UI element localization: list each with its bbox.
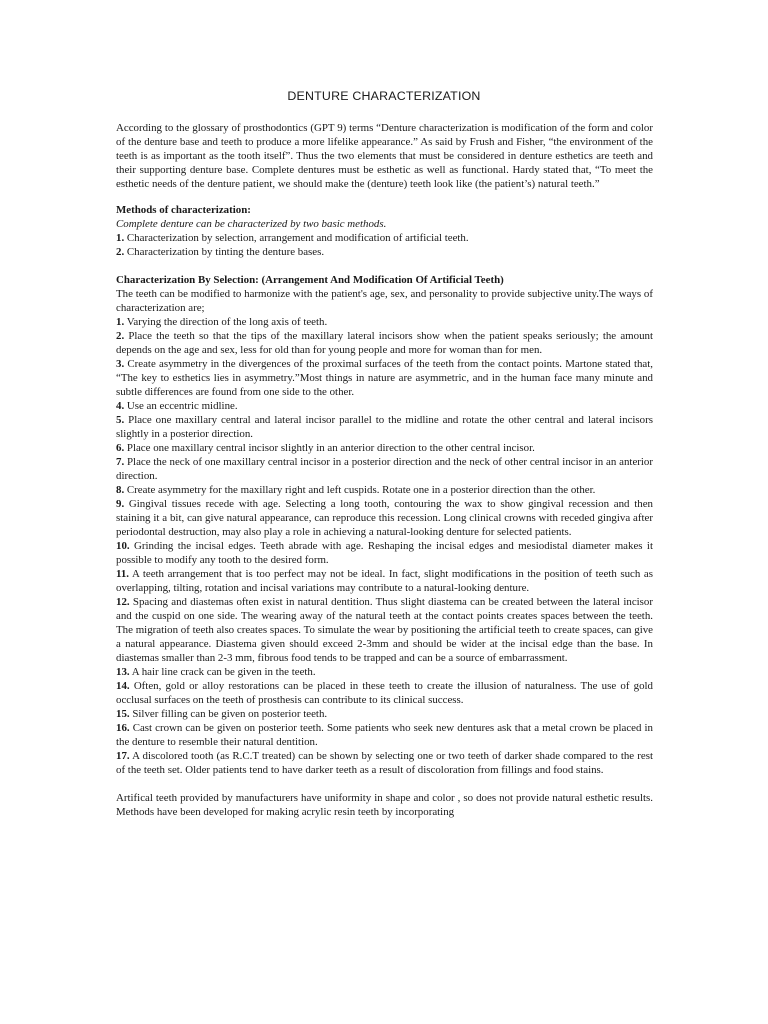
item-text: Silver filling can be given on posterior teeth.	[129, 708, 328, 720]
methods-heading: Methods of characterization:	[116, 204, 251, 216]
selection-item	[116, 483, 653, 497]
selection-item	[116, 539, 653, 567]
item-text: Place the neck of one maxillary central incisor in a posterior direction and the neck of other central incisor in an anterior direction.	[116, 456, 653, 482]
item-text: A hair line crack can be given in the teeth.	[129, 666, 316, 678]
selection-list	[116, 315, 653, 777]
selection-intro: The teeth can be modified to harmonize with the patient's age, sex, and personality to provide subjective unity.The ways of characterization are;	[116, 288, 653, 314]
item-number: 11.	[116, 568, 130, 580]
selection-item	[116, 329, 653, 357]
page-title: DENTURE CHARACTERIZATION	[287, 89, 481, 103]
item-number: 8.	[116, 484, 125, 496]
item-text: Cast crown can be given on posterior teeth. Some patients who seek new dentures ask that a metal crown be placed in the denture to resemble their natural dentition.	[116, 722, 653, 748]
item-text: Characterization by selection, arrangement and modification of artificial teeth.	[124, 232, 469, 244]
methods-item	[116, 231, 653, 245]
selection-item	[116, 399, 653, 413]
selection-item	[116, 707, 653, 721]
item-text: Create asymmetry for the maxillary right and left cuspids. Rotate one in a posterior direction than the other.	[124, 484, 596, 496]
item-number: 16.	[116, 722, 130, 734]
spacer	[116, 259, 653, 273]
item-text: Use an eccentric midline.	[124, 400, 238, 412]
intro-paragraph: According to the glossary of prosthodontics (GPT 9) terms “Denture characterization is modification of the form and color of the denture base and teeth to produce a more lifelike appearance.” As said by Frush and Fisher, “the environment of the teeth is as important as the tooth itself”. Thus the two elements that must be considered in denture esthetics are teeth and their supporting denture base. Complete dentures must be esthetic as well as functional. Hardy stated that, “To meet the esthetic needs of the denture patient, we should make the (denture) teeth look like (the patient’s) natural teeth.”	[116, 122, 653, 190]
item-text: Place one maxillary central and lateral incisor parallel to the midline and rotate the other central and lateral incisors slightly in a posterior direction.	[116, 414, 653, 440]
item-text: Often, gold or alloy restorations can be placed in these teeth to create the illusion of naturalness. The use of gold occlusal surfaces on the teeth of prosthesis can contribute to its clinical success.	[116, 680, 653, 706]
selection-item	[116, 315, 653, 329]
document-body	[116, 121, 653, 819]
item-text: Varying the direction of the long axis of teeth.	[124, 316, 328, 328]
selection-item	[116, 595, 653, 665]
item-number: 9.	[116, 498, 125, 510]
item-number: 7.	[116, 456, 125, 468]
selection-item	[116, 749, 653, 777]
methods-subheading: Complete denture can be characterized by two basic methods.	[116, 218, 387, 230]
selection-item	[116, 567, 653, 595]
item-number: 1.	[116, 316, 125, 328]
item-text: Place the teeth so that the tips of the maxillary lateral incisors show when the patient speaks seriously; the amount depends on the age and sex, less for old than for young people and more for woman than for men.	[116, 330, 653, 356]
spacer	[116, 777, 653, 791]
item-number: 1.	[116, 232, 125, 244]
item-number: 2.	[116, 330, 125, 342]
selection-heading: Characterization By Selection: (Arrangement And Modification Of Artificial Teeth)	[116, 274, 504, 286]
item-text: Place one maxillary central incisor slightly in an anterior direction to the other central incisor.	[124, 442, 535, 454]
item-text: Characterization by tinting the denture bases.	[124, 246, 325, 258]
spacer	[116, 191, 653, 203]
item-number: 3.	[116, 358, 125, 370]
selection-item	[116, 441, 653, 455]
item-number: 13.	[116, 666, 130, 678]
selection-item	[116, 721, 653, 749]
selection-item	[116, 455, 653, 483]
selection-item	[116, 497, 653, 539]
selection-item	[116, 357, 653, 399]
item-text: A discolored tooth (as R.C.T treated) can be shown by selecting one or two teeth of darker shade compared to the rest of the teeth set. Older patients tend to have darker teeth as a result of discoloration from fillings and food stains.	[116, 750, 653, 776]
item-number: 5.	[116, 414, 125, 426]
item-text: Spacing and diastemas often exist in natural dentition. Thus slight diastema can be created between the lateral incisor and the cuspid on one side. The wearing away of the natural teeth at the contact points creates spaces between the teeth. The migration of teeth also creates spaces. To simulate the wear by positioning the artificial teeth to create spaces, can give a natural appearance. Diastema given should exceed 2-3mm and should be wider at the incisal edge than the base. In diastemas smaller than 2-3 mm, fibrous food tends to be trapped and can be a source of embarrassment.	[116, 596, 653, 664]
item-number: 12.	[116, 596, 130, 608]
methods-item	[116, 245, 653, 259]
item-number: 4.	[116, 400, 125, 412]
item-text: Create asymmetry in the divergences of the proximal surfaces of the teeth from the contact points. Martone stated that, “The key to esthetics lies in asymmetry.”Most things in nature are asymmetric, and in the human face many minute and subtle differences are found from one side to the other.	[116, 358, 653, 398]
item-text: A teeth arrangement that is too perfect may not be ideal. In fact, slight modifications in the position of teeth such as overlapping, tilting, rotation and incisal variations may contribute to a natural-looking denture.	[116, 568, 653, 594]
closing-paragraph: Artifical teeth provided by manufacturers have uniformity in shape and color , so does not provide natural esthetic results. Methods have been developed for making acrylic resin teeth by incorporating	[116, 792, 653, 818]
item-number: 15.	[116, 708, 130, 720]
item-number: 14.	[116, 680, 130, 692]
item-number: 17.	[116, 750, 130, 762]
item-text: Gingival tissues recede with age. Selecting a long tooth, contouring the wax to show gingival recession and then staining it a bit, can give natural appearance, can reproduce this recession. Long clinical crowns with receded gingiva after periodontal destruction, may also play a role in achieving a natural-looking denture for selected patients.	[116, 498, 653, 538]
item-text: Grinding the incisal edges. Teeth abrade with age. Reshaping the incisal edges and mesiodistal diameter makes it possible to modify any tooth to the desired form.	[116, 540, 653, 566]
selection-item	[116, 665, 653, 679]
item-number: 10.	[116, 540, 130, 552]
selection-item	[116, 413, 653, 441]
selection-item	[116, 679, 653, 707]
item-number: 6.	[116, 442, 125, 454]
item-number: 2.	[116, 246, 125, 258]
